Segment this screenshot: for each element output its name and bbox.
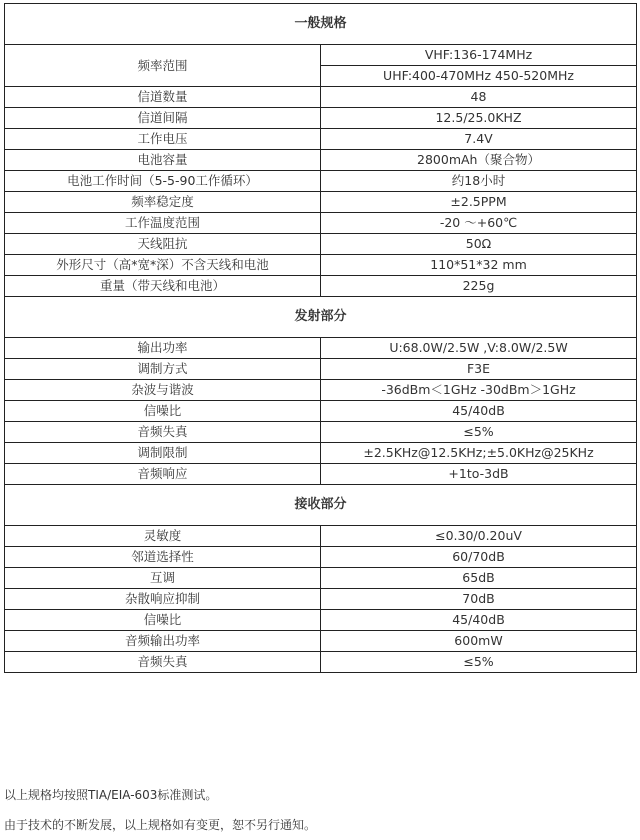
row-label: 频率范围	[5, 45, 321, 87]
footnotes	[4, 780, 316, 840]
row-value: 70dB	[321, 589, 637, 610]
row-value: ≤5%	[321, 422, 637, 443]
row-label: 音频响应	[5, 464, 321, 485]
row-label: 工作电压	[5, 129, 321, 150]
row-label: 杂波与谐波	[5, 380, 321, 401]
row-value: 45/40dB	[321, 401, 637, 422]
row-label: 输出功率	[5, 338, 321, 359]
row-value: 110*51*32 mm	[321, 255, 637, 276]
spec-table	[4, 3, 637, 673]
row-value: VHF:136-174MHz	[321, 45, 637, 66]
table-row	[5, 401, 637, 422]
table-row	[5, 171, 637, 192]
table-row	[5, 422, 637, 443]
table-row	[5, 255, 637, 276]
row-value: ±2.5PPM	[321, 192, 637, 213]
row-value: -20 ～+60℃	[321, 213, 637, 234]
row-label: 电池工作时间（5-5-90工作循环）	[5, 171, 321, 192]
table-row	[5, 568, 637, 589]
table-row	[5, 45, 637, 66]
table-row	[5, 652, 637, 673]
row-label: 调制方式	[5, 359, 321, 380]
footnote-disclaimer: 由于技术的不断发展，以上规格如有变更，恕不另行通知。	[4, 818, 317, 832]
table-row	[5, 213, 637, 234]
table-row	[5, 108, 637, 129]
row-label: 信道数量	[5, 87, 321, 108]
table-row	[5, 526, 637, 547]
row-label: 信噪比	[5, 610, 321, 631]
row-value: ≤0.30/0.20uV	[321, 526, 637, 547]
row-value: 60/70dB	[321, 547, 637, 568]
table-row	[5, 234, 637, 255]
row-value: 48	[321, 87, 637, 108]
row-value: U:68.0W/2.5W ,V:8.0W/2.5W	[321, 338, 637, 359]
row-value: 65dB	[321, 568, 637, 589]
table-row	[5, 631, 637, 652]
table-row	[5, 380, 637, 401]
row-label: 音频输出功率	[5, 631, 321, 652]
table-row	[5, 338, 637, 359]
section-header-general	[5, 4, 637, 45]
row-label: 调制限制	[5, 443, 321, 464]
section-title: 接收部分	[5, 485, 637, 526]
row-label: 邻道选择性	[5, 547, 321, 568]
row-value: +1to-3dB	[321, 464, 637, 485]
row-label: 频率稳定度	[5, 192, 321, 213]
row-label: 杂散响应抑制	[5, 589, 321, 610]
table-row	[5, 610, 637, 631]
table-row	[5, 276, 637, 297]
row-value: UHF:400-470MHz 450-520MHz	[321, 66, 637, 87]
row-value: 7.4V	[321, 129, 637, 150]
row-label: 音频失真	[5, 652, 321, 673]
row-value: -36dBm＜1GHz -30dBm＞1GHz	[321, 380, 637, 401]
table-row	[5, 150, 637, 171]
row-value: F3E	[321, 359, 637, 380]
row-label: 电池容量	[5, 150, 321, 171]
row-value: 2800mAh（聚合物）	[321, 150, 637, 171]
row-value: 600mW	[321, 631, 637, 652]
row-value: 225g	[321, 276, 637, 297]
row-value: 12.5/25.0KHZ	[321, 108, 637, 129]
row-label: 工作温度范围	[5, 213, 321, 234]
row-label: 信道间隔	[5, 108, 321, 129]
table-row	[5, 359, 637, 380]
row-value: 约18小时	[321, 171, 637, 192]
row-value: ±2.5KHz@12.5KHz;±5.0KHz@25KHz	[321, 443, 637, 464]
table-row	[5, 547, 637, 568]
row-value: 50Ω	[321, 234, 637, 255]
row-label: 音频失真	[5, 422, 321, 443]
row-label: 灵敏度	[5, 526, 321, 547]
row-value: ≤5%	[321, 652, 637, 673]
table-row	[5, 87, 637, 108]
footnote-standard: 以上规格均按照TIA/EIA-603标准测试。	[4, 788, 218, 802]
row-label: 信噪比	[5, 401, 321, 422]
table-row	[5, 464, 637, 485]
section-title: 发射部分	[5, 297, 637, 338]
row-label: 互调	[5, 568, 321, 589]
table-row	[5, 129, 637, 150]
table-row	[5, 589, 637, 610]
row-label: 重量（带天线和电池）	[5, 276, 321, 297]
section-header-receive	[5, 485, 637, 526]
row-label: 天线阻抗	[5, 234, 321, 255]
section-title: 一般规格	[5, 4, 637, 45]
table-row	[5, 443, 637, 464]
row-value: 45/40dB	[321, 610, 637, 631]
row-label: 外形尺寸（高*宽*深）不含天线和电池	[5, 255, 321, 276]
section-header-transmit	[5, 297, 637, 338]
table-row	[5, 192, 637, 213]
